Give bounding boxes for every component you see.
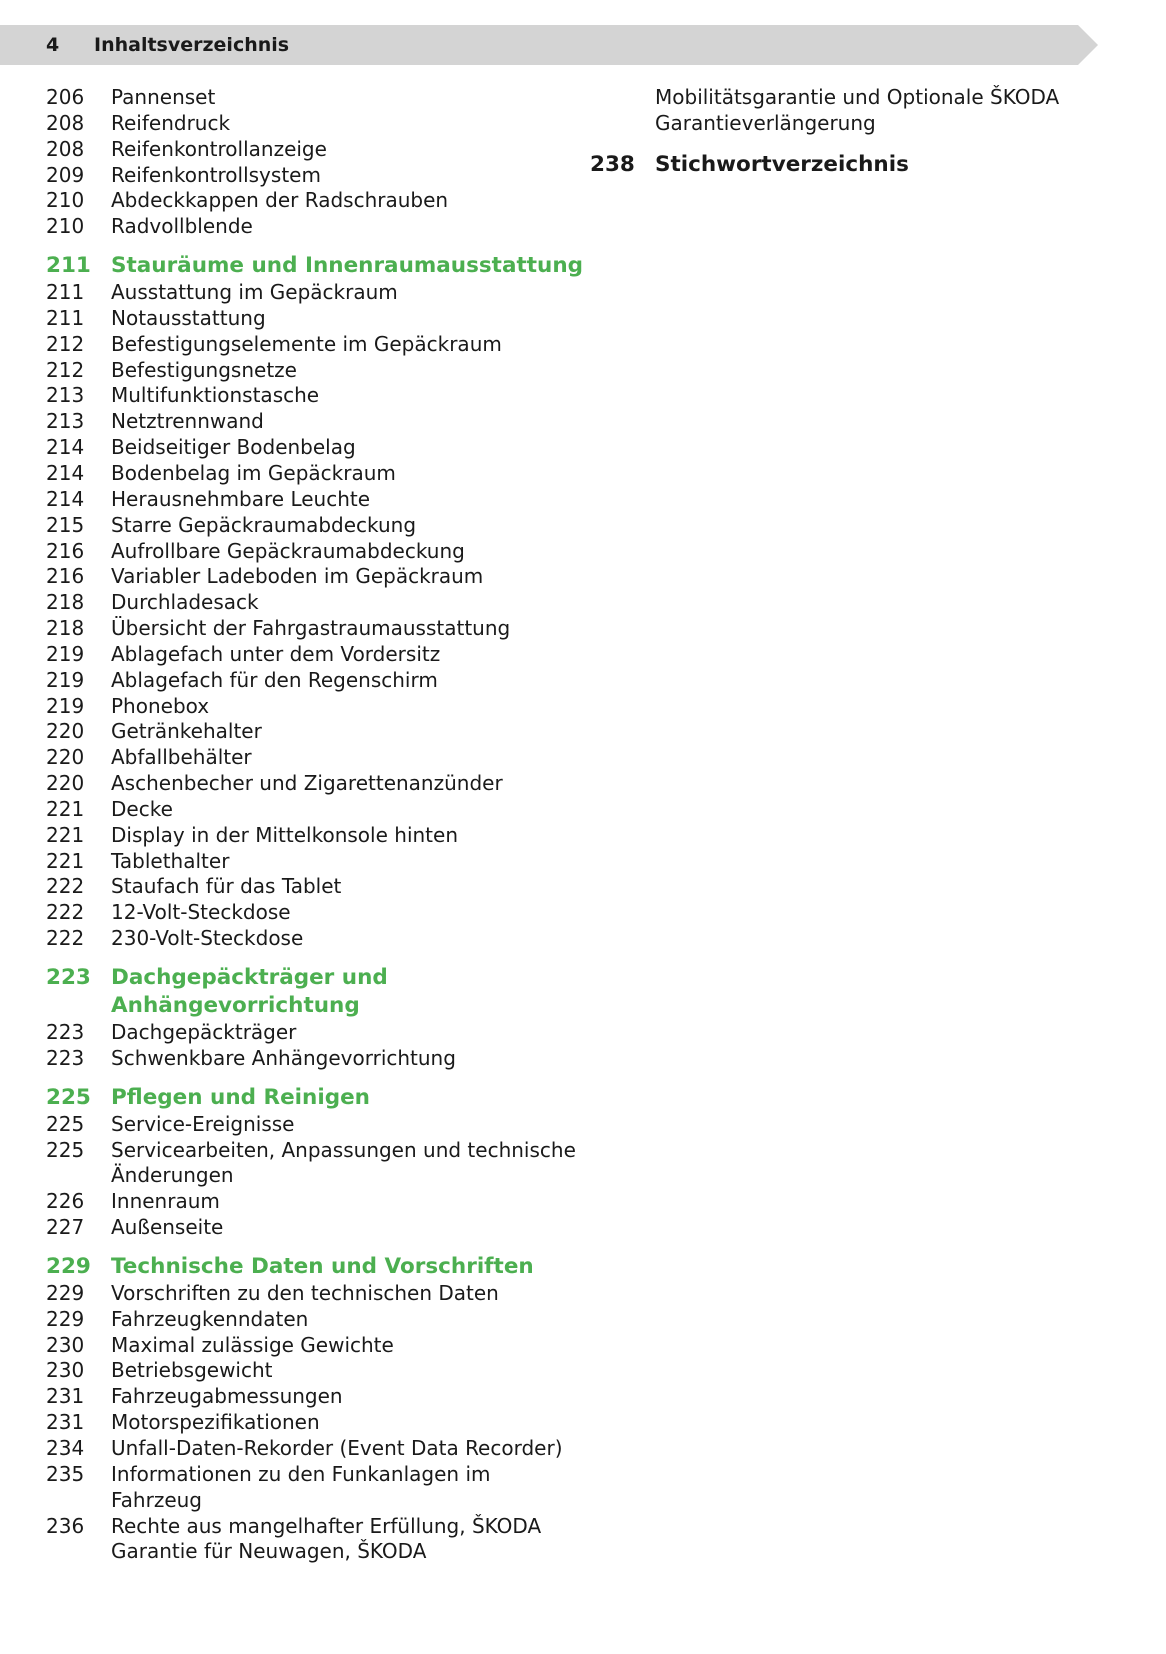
toc-title-line: Befestigungselemente im Gepäckraum — [111, 331, 502, 356]
toc-entry[interactable] — [46, 874, 586, 900]
toc-entry-title — [111, 797, 586, 823]
toc-entry-title — [111, 461, 586, 487]
toc-entry-title — [111, 487, 586, 513]
toc-entry[interactable] — [46, 1514, 586, 1566]
toc-page-number: 211 — [46, 280, 85, 305]
toc-section-title — [111, 964, 586, 1020]
toc-entry-title — [111, 668, 586, 694]
toc-title-line: Reifendruck — [111, 110, 231, 135]
toc-section-heading[interactable] — [46, 1253, 586, 1281]
toc-title-line: Aschenbecher und Zigarettenanzünder — [111, 771, 503, 796]
toc-title-line: Anhängevorrichtung — [111, 993, 360, 1018]
toc-title-line: Tablethalter — [111, 848, 230, 873]
toc-entry[interactable] — [46, 163, 586, 189]
toc-page-number: 206 — [46, 85, 85, 109]
toc-title-line: Unfall-Daten-Rekorder (Event Data Recorder) — [111, 1435, 563, 1460]
toc-page-number: 238 — [590, 151, 635, 177]
toc-page-number: 220 — [46, 771, 85, 796]
toc-entry-title — [111, 1333, 586, 1359]
toc-title-line: Netztrennwand — [111, 409, 264, 434]
toc-title-line: Fahrzeugkenndaten — [111, 1306, 309, 1331]
toc-entry[interactable] — [46, 900, 586, 926]
toc-entry[interactable] — [46, 1462, 586, 1514]
toc-title-line: Maximal zulässige Gewichte — [111, 1332, 394, 1357]
toc-entry[interactable] — [46, 137, 586, 163]
toc-section-heading[interactable] — [46, 964, 586, 1020]
toc-page-number: 229 — [46, 1280, 85, 1305]
toc-entry[interactable] — [46, 771, 586, 797]
toc-section-heading[interactable] — [46, 252, 586, 280]
toc-section-title — [111, 1084, 586, 1112]
toc-title-line: Servicearbeiten, Anpassungen und technische — [111, 1137, 576, 1162]
toc-title-line: Multifunktionstasche — [111, 383, 320, 408]
toc-entry[interactable] — [46, 383, 586, 409]
toc-entry[interactable] — [46, 1358, 586, 1384]
toc-entry-title — [111, 1384, 586, 1410]
toc-entry[interactable] — [46, 1189, 586, 1215]
toc-entry-title — [111, 1112, 586, 1138]
toc-title-line: Display in der Mittelkonsole hinten — [111, 822, 458, 847]
toc-page-number: 211 — [46, 305, 85, 330]
toc-page-number: 212 — [46, 331, 85, 356]
toc-title-line: Stauräume und Innenraumausstattung — [111, 253, 584, 279]
toc-section-title — [111, 1253, 586, 1281]
toc-page-number: 219 — [46, 641, 85, 666]
toc-entry[interactable] — [46, 409, 586, 435]
toc-entry-title — [111, 900, 586, 926]
toc-page-number: 208 — [46, 110, 85, 135]
toc-entry[interactable] — [46, 1333, 586, 1359]
toc-page-number: 221 — [46, 822, 85, 847]
toc-title-line: 230-Volt-Steckdose — [111, 926, 304, 951]
toc-title-line: Bodenbelag im Gepäckraum — [111, 460, 396, 485]
toc-title-line: Radvollblende — [111, 214, 253, 239]
toc-entry[interactable] — [46, 1436, 586, 1462]
toc-page-number: 216 — [46, 564, 85, 589]
toc-page-number: 223 — [46, 1020, 85, 1044]
toc-page-number: 222 — [46, 900, 85, 925]
toc-title-line: Schwenkbare Anhängevorrichtung — [111, 1045, 456, 1070]
toc-page-number: 218 — [46, 616, 85, 641]
toc-title-line: Betriebsgewicht — [111, 1358, 273, 1383]
toc-entry[interactable] — [46, 306, 586, 332]
toc-title-line: Übersicht der Fahrgastraumausstattung — [111, 616, 511, 641]
toc-title-line: Pannenset — [111, 85, 216, 109]
toc-entry[interactable] — [46, 111, 586, 137]
toc-entry[interactable] — [46, 564, 586, 590]
toc-section-title — [111, 252, 586, 280]
toc-entry-title — [111, 694, 586, 720]
toc-title-line: Reifenkontrollsystem — [111, 162, 321, 187]
toc-page-number: 236 — [46, 1513, 85, 1538]
toc-page-number: 216 — [46, 538, 85, 563]
toc-page-number: 229 — [46, 1253, 91, 1279]
toc-title-line: Staufach für das Tablet — [111, 874, 342, 899]
toc-entry-title — [111, 874, 586, 900]
toc-title-line: Herausnehmbare Leuchte — [111, 486, 371, 511]
toc-entry[interactable] — [46, 745, 586, 771]
toc-entry-title — [111, 1281, 586, 1307]
toc-title-line: Ablagefach unter dem Vordersitz — [111, 641, 441, 666]
toc-entry[interactable] — [46, 487, 586, 513]
toc-entry-title — [111, 1514, 586, 1566]
toc-title-line: Abdeckkappen der Radschrauben — [111, 188, 449, 213]
toc-page-number: 229 — [46, 1306, 85, 1331]
toc-page-number: 230 — [46, 1332, 85, 1357]
toc-page-number: 208 — [46, 136, 85, 161]
toc-page-number: 231 — [46, 1384, 85, 1409]
toc-title-line: Befestigungsnetze — [111, 357, 297, 382]
toc-title-line: Informationen zu den Funkanlagen im — [111, 1461, 491, 1486]
toc-title-line: Fahrzeug — [111, 1487, 202, 1512]
toc-title-line: Vorschriften zu den technischen Daten — [111, 1280, 499, 1305]
toc-entry-title — [111, 849, 586, 875]
toc-entry[interactable] — [46, 1215, 586, 1241]
toc-page-number: 220 — [46, 719, 85, 744]
toc-title-line: Starre Gepäckraumabdeckung — [111, 512, 417, 537]
toc-page-number: 225 — [46, 1111, 85, 1136]
toc-title-line: Durchladesack — [111, 590, 259, 615]
toc-section-title: Stichwortverzeichnis — [655, 151, 909, 177]
toc-entry-title — [111, 214, 586, 240]
toc-entry-title — [111, 1358, 586, 1384]
toc-entry[interactable] — [46, 668, 586, 694]
toc-page-number: 235 — [46, 1461, 85, 1486]
toc-entry-title — [111, 111, 586, 137]
toc-title-line: Variabler Ladeboden im Gepäckraum — [111, 564, 484, 589]
toc-entry[interactable] — [46, 616, 586, 642]
toc-entry-title — [111, 409, 586, 435]
toc-title-line: Service-Ereignisse — [111, 1111, 295, 1136]
toc-right-column — [590, 85, 1110, 179]
toc-entry-title — [111, 1189, 586, 1215]
toc-page-number: 218 — [46, 590, 85, 615]
toc-entry-title — [111, 513, 586, 539]
toc-left-column — [46, 85, 586, 1565]
page-number: 4 — [46, 34, 60, 56]
toc-entry[interactable] — [46, 214, 586, 240]
toc-title-line: Beidseitiger Bodenbelag — [111, 435, 356, 460]
toc-entry-title — [111, 642, 586, 668]
toc-page-number: 230 — [46, 1358, 85, 1383]
toc-page-number: 222 — [46, 874, 85, 899]
toc-entry-title — [111, 926, 586, 952]
toc-entry[interactable] — [46, 435, 586, 461]
toc-entry[interactable] — [46, 926, 586, 952]
toc-title-line: Reifenkontrollanzeige — [111, 136, 327, 161]
toc-page-number: 211 — [46, 253, 91, 279]
toc-page-number: 219 — [46, 667, 85, 692]
toc-entry[interactable] — [46, 1112, 586, 1138]
toc-entry[interactable] — [46, 1138, 586, 1190]
toc-page-number: 223 — [46, 1045, 85, 1070]
toc-entry-title — [111, 539, 586, 565]
toc-entry-title — [111, 137, 586, 163]
toc-entry-title — [111, 1436, 586, 1462]
page-title: Inhaltsverzeichnis — [94, 34, 290, 56]
toc-entry-title — [111, 383, 586, 409]
toc-continuation-line[interactable]: Garantieverlängerung — [655, 110, 876, 135]
toc-entry-title — [111, 616, 586, 642]
toc-entry[interactable] — [46, 332, 586, 358]
toc-entry[interactable] — [46, 642, 586, 668]
toc-page-number: 221 — [46, 796, 85, 821]
toc-entry-title — [111, 1307, 586, 1333]
toc-title-line: Motorspezifikationen — [111, 1410, 320, 1435]
toc-entry[interactable] — [46, 823, 586, 849]
toc-entry[interactable] — [46, 1384, 586, 1410]
toc-section-heading[interactable] — [46, 1084, 586, 1112]
toc-entry-title — [111, 745, 586, 771]
toc-title-line: Pflegen und Reinigen — [111, 1084, 370, 1110]
toc-entry-title — [111, 823, 586, 849]
toc-page-number: 214 — [46, 460, 85, 485]
toc-page-number: 223 — [46, 965, 91, 990]
toc-title-line: Getränkehalter — [111, 719, 262, 744]
toc-entry-title — [111, 188, 586, 214]
toc-page-number: 210 — [46, 214, 85, 239]
toc-entry-title — [111, 332, 586, 358]
toc-entry-title — [111, 771, 586, 797]
toc-page-number: 209 — [46, 162, 85, 187]
toc-title-line: Garantie für Neuwagen, ŠKODA — [111, 1539, 427, 1564]
toc-entry[interactable] — [46, 1046, 586, 1072]
toc-entry[interactable] — [46, 849, 586, 875]
toc-page-number: 221 — [46, 848, 85, 873]
toc-page-number: 212 — [46, 357, 85, 382]
toc-entry[interactable] — [46, 461, 586, 487]
toc-entry-title — [111, 85, 586, 111]
toc-page-number: 225 — [46, 1084, 91, 1110]
toc-title-line: Dachgepäckträger — [111, 1020, 297, 1044]
toc-entry-title — [111, 163, 586, 189]
toc-title-line: Decke — [111, 796, 173, 821]
toc-page-number: 231 — [46, 1410, 85, 1435]
toc-entry[interactable] — [46, 85, 586, 111]
toc-entry-title — [111, 280, 586, 306]
toc-entry-title — [111, 1020, 586, 1046]
toc-page-number: 214 — [46, 486, 85, 511]
toc-entry-title — [111, 1215, 586, 1241]
toc-page-number: 225 — [46, 1137, 85, 1162]
toc-entry-title — [111, 306, 586, 332]
toc-entry-title — [111, 435, 586, 461]
toc-entry[interactable] — [46, 280, 586, 306]
toc-title-line: Aufrollbare Gepäckraumabdeckung — [111, 538, 465, 563]
toc-entry-title — [111, 1138, 586, 1190]
toc-entry[interactable] — [46, 797, 586, 823]
toc-entry[interactable] — [46, 694, 586, 720]
toc-page-number: 219 — [46, 693, 85, 718]
toc-entry-title — [111, 564, 586, 590]
toc-entry[interactable] — [46, 513, 586, 539]
toc-title-line: Außenseite — [111, 1215, 224, 1240]
toc-title-line: Ablagefach für den Regenschirm — [111, 667, 438, 692]
toc-entry[interactable] — [46, 539, 586, 565]
toc-page-number: 214 — [46, 435, 85, 460]
toc-entry[interactable] — [46, 1020, 586, 1046]
toc-title-line: Ausstattung im Gepäckraum — [111, 280, 398, 305]
toc-entry-title — [111, 590, 586, 616]
toc-entry-title — [111, 358, 586, 384]
toc-title-line: Innenraum — [111, 1189, 220, 1214]
toc-entry-title — [111, 719, 586, 745]
toc-title-line: Fahrzeugabmessungen — [111, 1384, 343, 1409]
toc-title-line: 12-Volt-Steckdose — [111, 900, 291, 925]
toc-page-number: 215 — [46, 512, 85, 537]
toc-entry-title — [111, 1046, 586, 1072]
toc-title-line: Änderungen — [111, 1163, 234, 1188]
toc-page-number: 222 — [46, 926, 85, 951]
toc-title-line: Rechte aus mangelhafter Erfüllung, ŠKODA — [111, 1513, 542, 1538]
toc-page-number: 234 — [46, 1435, 85, 1460]
toc-entry-title — [111, 1410, 586, 1436]
toc-title-line: Abfallbehälter — [111, 745, 252, 770]
toc-entry[interactable] — [46, 188, 586, 214]
toc-entry[interactable] — [46, 358, 586, 384]
toc-entry[interactable] — [46, 1307, 586, 1333]
toc-entry[interactable] — [46, 719, 586, 745]
toc-page-number: 213 — [46, 383, 85, 408]
toc-entry[interactable] — [46, 1281, 586, 1307]
toc-entry-title — [111, 1462, 586, 1514]
toc-page-number: 210 — [46, 188, 85, 213]
toc-title-line: Technische Daten und Vorschriften — [111, 1253, 534, 1279]
toc-section-heading[interactable] — [590, 151, 1110, 179]
toc-title-line: Dachgepäckträger und — [111, 965, 388, 990]
toc-title-line: Notausstattung — [111, 305, 266, 330]
toc-entry[interactable] — [46, 1410, 586, 1436]
toc-title-line: Phonebox — [111, 693, 210, 718]
toc-page-number: 220 — [46, 745, 85, 770]
toc-page-number: 213 — [46, 409, 85, 434]
toc-page-number: 227 — [46, 1215, 85, 1240]
toc-page-number: 226 — [46, 1189, 85, 1214]
toc-entry[interactable] — [46, 590, 586, 616]
toc-continuation-line[interactable]: Mobilitätsgarantie und Optionale ŠKODA — [655, 85, 1060, 109]
